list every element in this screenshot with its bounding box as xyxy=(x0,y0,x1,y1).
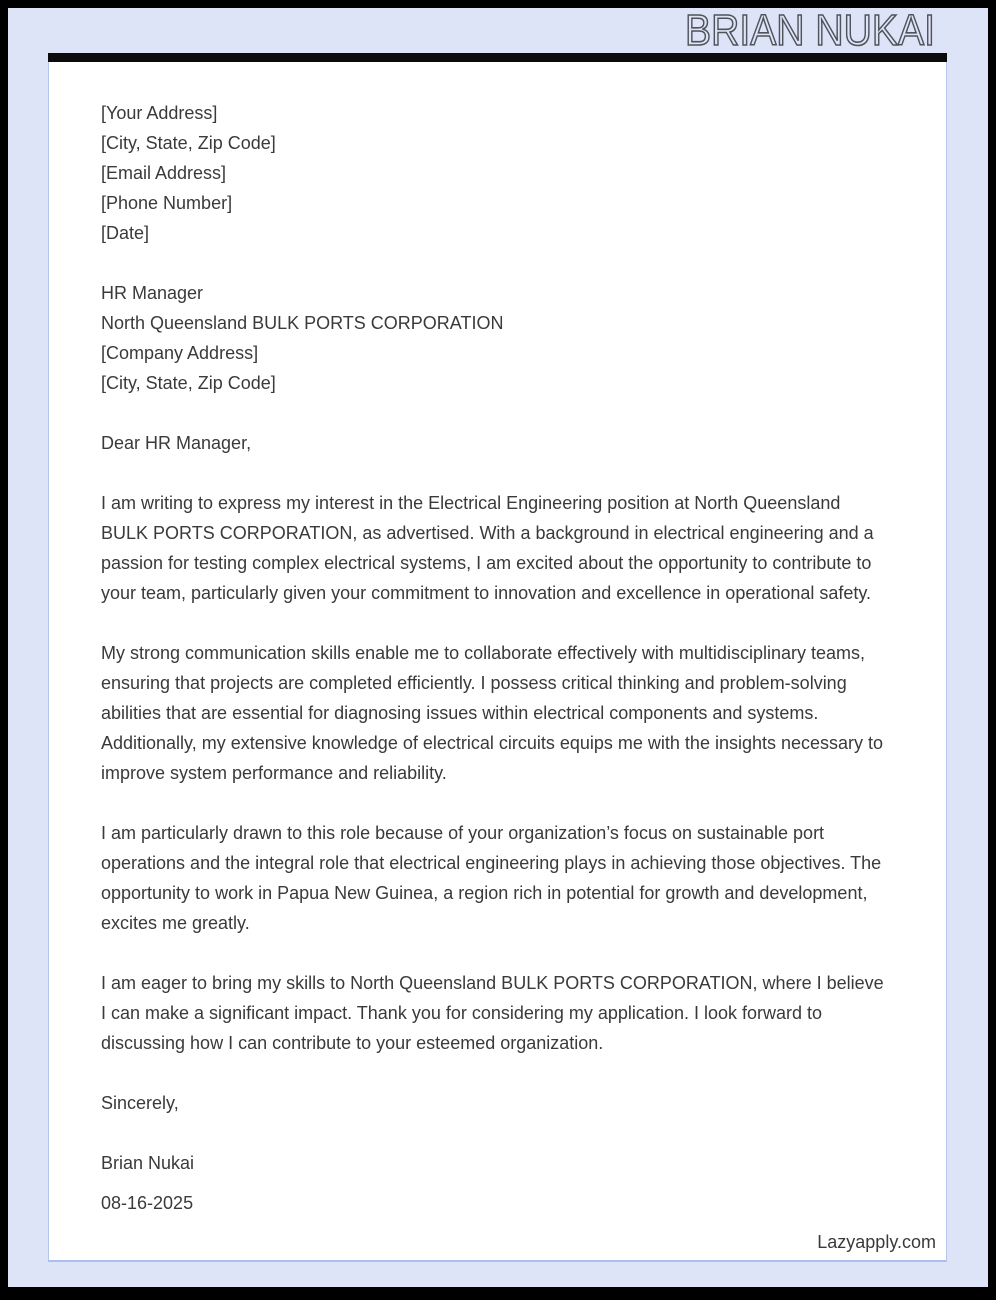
generated-date: 08-16-2025 xyxy=(101,1193,194,1213)
sender-address-block xyxy=(101,98,891,248)
document-background xyxy=(8,8,988,1287)
body-paragraph-2: My strong communication skills enable me to collaborate effectively with multidisciplinary teams, ensuring that projects are completed efficiently. I possess critical thinking and problem-solving abilities that are essential for diagnosing issues within electrical components and systems. Additionally, my extensive knowledge of electrical circuits equips me with the insights necessary to improve system performance and reliability. xyxy=(101,643,884,783)
sender-address-line: [Your Address] xyxy=(101,103,218,123)
body-paragraph-1: I am writing to express my interest in the Electrical Engineering position at North Queensland BULK PORTS CORPORATION, as advertised. With a background in electrical engineering and a passion for testing complex electrical systems, I am excited about the opportunity to contribute to your team, particularly given your commitment to innovation and excellence in operational safety. xyxy=(101,493,874,603)
recipient-city-line: [City, State, Zip Code] xyxy=(101,373,276,393)
sender-phone-line: [Phone Number] xyxy=(101,193,233,213)
sender-date-line: [Date] xyxy=(101,223,150,243)
brand-watermark: Lazyapply.com xyxy=(817,1232,936,1252)
body-paragraph-4: I am eager to bring my skills to North Queensland BULK PORTS CORPORATION, where I believe I can make a significant impact. Thank you for considering my application. I look forward to discussing how I can contribute to your esteemed organization. xyxy=(101,973,884,1053)
sender-city-line: [City, State, Zip Code] xyxy=(101,133,276,153)
sender-email-line: [Email Address] xyxy=(101,163,227,183)
closing-line: Sincerely, xyxy=(101,1093,179,1113)
recipient-block xyxy=(101,278,891,398)
signature-name: Brian Nukai xyxy=(101,1153,195,1173)
recipient-company-line: North Queensland BULK PORTS CORPORATION xyxy=(101,313,504,333)
owner-name-text: BRIAN NUKAI xyxy=(685,6,935,55)
recipient-address-line: [Company Address] xyxy=(101,343,259,363)
owner-name-banner xyxy=(657,8,937,53)
recipient-title-line: HR Manager xyxy=(101,283,204,303)
salutation: Dear HR Manager, xyxy=(101,433,252,453)
body-paragraph-3: I am particularly drawn to this role because of your organization’s focus on sustainable port operations and the integral role that electrical engineering plays in achieving those objectives. The opportunity to work in Papua New Guinea, a region rich in potential for growth and development, excites me greatly. xyxy=(101,823,882,933)
cover-letter-page xyxy=(48,62,947,1262)
